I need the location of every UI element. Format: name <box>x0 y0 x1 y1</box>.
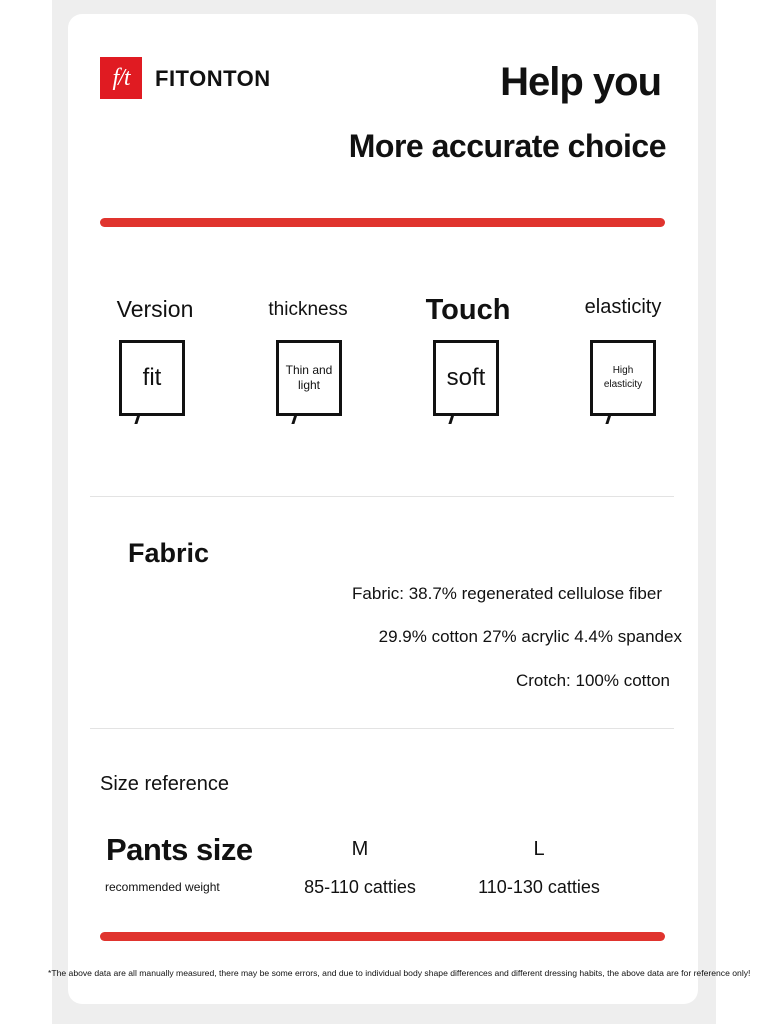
size-reference-title: Size reference <box>100 773 229 795</box>
brand-logo <box>100 57 142 99</box>
section-divider <box>90 728 674 729</box>
headline-primary: Help you <box>500 60 661 104</box>
disclaimer-footnote: *The above data are all manually measured, there may be some errors, and due to individual body shape differences and different dressing habits, the above data are for reference only! <box>48 968 751 978</box>
size-column-m <box>280 838 440 898</box>
fabric-line-1: Fabric: 38.7% regenerated cellulose fiber <box>352 584 662 603</box>
size-weight-m: 85-110 catties <box>304 877 416 897</box>
brand-logo-text: f/t <box>112 64 130 91</box>
speech-bubble-thickness <box>276 340 342 416</box>
fabric-title: Fabric <box>128 538 210 568</box>
attribute-value-touch: soft <box>446 364 486 391</box>
bottom-accent-bar <box>100 932 665 941</box>
fabric-line-2: 29.9% cotton 27% acrylic 4.4% spandex <box>378 627 682 646</box>
section-divider <box>90 496 674 497</box>
attribute-value-version: fit <box>142 364 162 391</box>
brand-name: FITONTON <box>155 66 271 91</box>
speech-bubble-elasticity <box>590 340 656 416</box>
attribute-value-thickness: Thin and light <box>285 363 333 392</box>
headline-secondary: More accurate choice <box>348 128 666 164</box>
pants-size-title: Pants size <box>106 832 253 867</box>
attribute-label-elasticity: elasticity <box>584 296 662 318</box>
attribute-value-elasticity: High elasticity <box>603 365 643 390</box>
fabric-line-3: Crotch: 100% cotton <box>515 671 670 690</box>
size-name-l: L <box>533 838 545 860</box>
speech-bubble-touch <box>433 340 499 416</box>
size-weight-l: 110-130 catties <box>478 877 600 897</box>
size-name-m: M <box>351 838 369 860</box>
recommended-weight-label: recommended weight <box>105 880 220 894</box>
top-accent-bar <box>100 218 665 227</box>
attribute-label-thickness: thickness <box>268 299 348 320</box>
attribute-label-version: Version <box>116 296 194 322</box>
attribute-label-touch: Touch <box>425 294 511 326</box>
size-column-l <box>459 838 619 898</box>
speech-bubble-version <box>119 340 185 416</box>
